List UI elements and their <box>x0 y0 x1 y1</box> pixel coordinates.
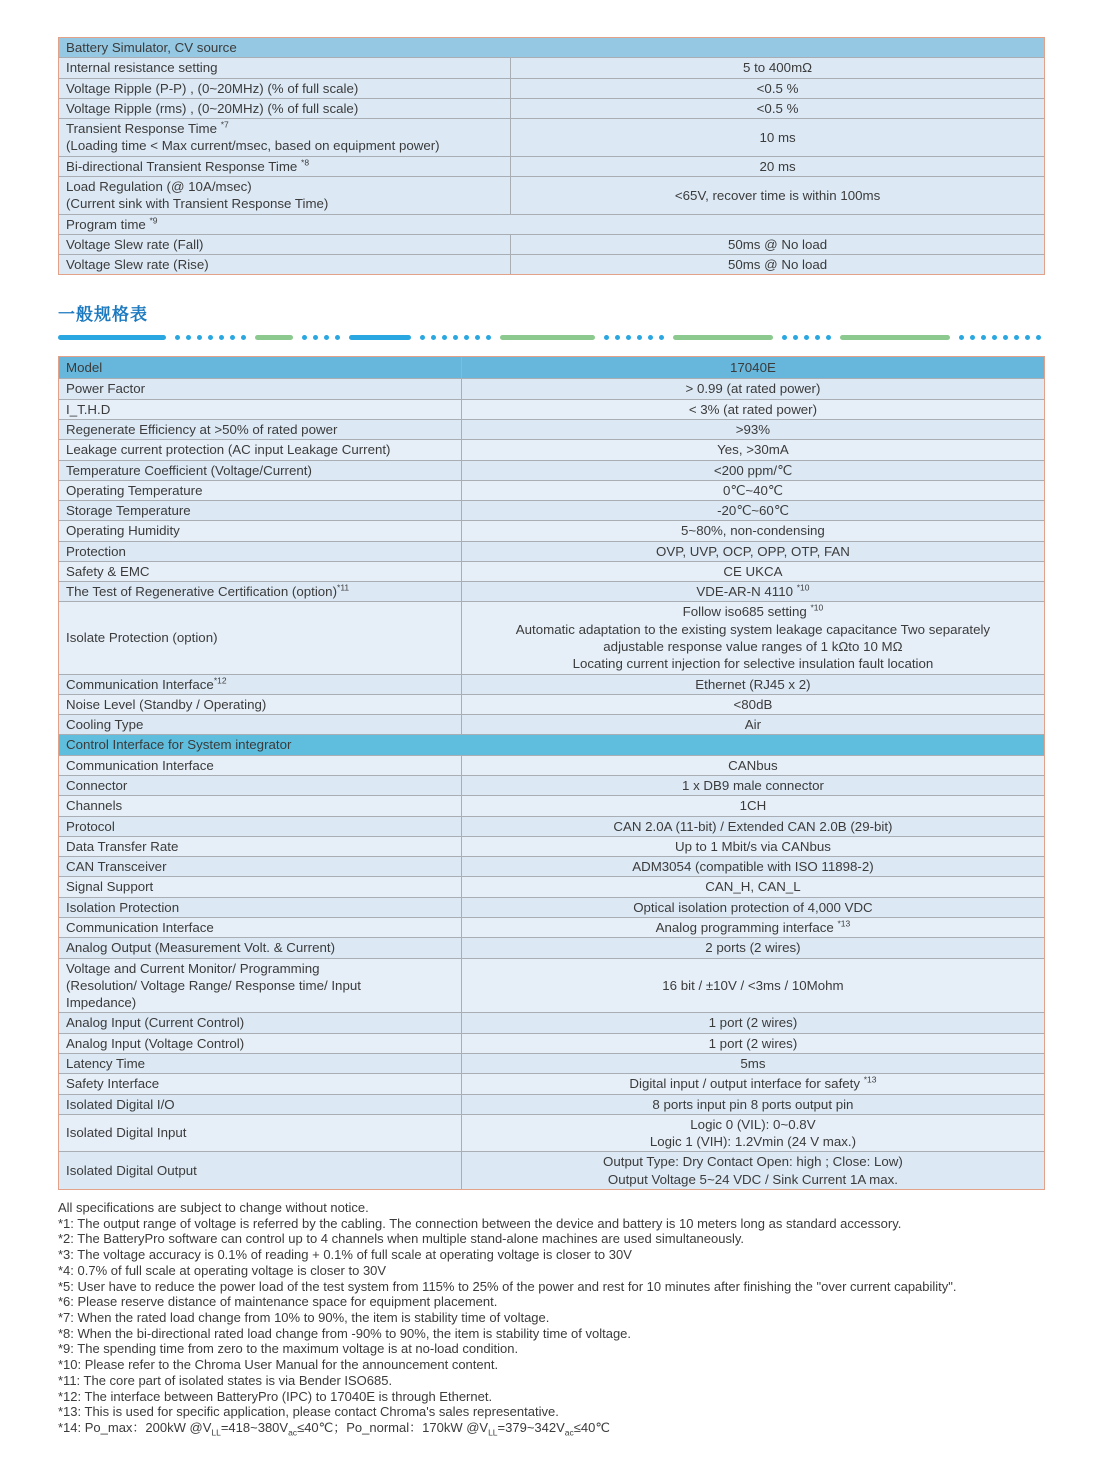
spec-row <box>59 876 1044 896</box>
spec-label: Transient Response Time $^{*7}$ (Loading time < Max current/msec, based on equipment power) <box>66 119 440 154</box>
spec-row <box>59 1053 1044 1073</box>
divider-dot <box>464 335 469 340</box>
section-header-row <box>59 734 1044 754</box>
footnote-line: *4: 0.7% of full scale at operating voltage is closer to 30V <box>58 1262 387 1278</box>
footnote-line: *8: When the bi-directional rated load change from -90% to 90%, the item is stability time of voltage. <box>58 1325 632 1341</box>
divider-dot <box>659 335 664 340</box>
spec-row <box>59 958 1044 1013</box>
spec-row <box>59 561 1044 581</box>
footnote-line: *1: The output range of voltage is referred by the cabling. The connection between the device and battery is 10 meters long as standard accessory. <box>58 1215 902 1231</box>
spec-row <box>59 439 1044 459</box>
spec-value: 5 to 400mΩ <box>510 58 1044 77</box>
spec-value: <200 ppm/℃ <box>461 461 1044 480</box>
spec-value: CAN_H, CAN_L <box>461 877 1044 896</box>
spec-label: Cooling Type <box>66 717 144 733</box>
section-heading-general-specs: 一般规格表 <box>58 305 148 325</box>
spec-label: Voltage Slew rate (Fall) <box>66 236 204 252</box>
spec-row <box>59 118 1044 156</box>
divider-dot <box>313 335 318 340</box>
spec-label: I_T.H.D <box>66 401 111 417</box>
spec-label: Power Factor <box>66 381 146 397</box>
spec-value: > 0.99 (at rated power) <box>461 379 1044 398</box>
spec-row <box>59 460 1044 480</box>
spec-label: Isolation Protection <box>66 899 180 915</box>
spec-row <box>59 1073 1044 1093</box>
spec-value: Yes, >30mA <box>461 440 1044 459</box>
spec-row <box>59 836 1044 856</box>
spec-value: Ethernet (RJ45 x 2) <box>461 675 1044 694</box>
spec-value: Logic 0 (VIL): 0~0.8V Logic 1 (VIH): 1.2Vmin (24 V max.) <box>461 1115 1044 1152</box>
divider-bar <box>255 335 293 340</box>
spec-row <box>59 176 1044 214</box>
spec-label: Protection <box>66 543 126 559</box>
footnote-line: *10: Please refer to the Chroma User Manual for the announcement content. <box>58 1357 499 1373</box>
spec-value: 5~80%, non-condensing <box>461 521 1044 540</box>
spec-label: Isolated Digital Input <box>66 1125 187 1141</box>
spec-row <box>59 500 1044 520</box>
spec-label: Isolated Digital I/O <box>66 1096 175 1112</box>
divider-dot <box>615 335 620 340</box>
divider-bar <box>349 335 411 340</box>
divider-dot <box>804 335 809 340</box>
divider-dot <box>1003 335 1008 340</box>
spec-table-general-specifications <box>58 356 1045 1190</box>
spec-value: Optical isolation protection of 4,000 VDC <box>461 898 1044 917</box>
footnote-line: *7: When the rated load change from 10% to 90%, the item is stability time of voltage. <box>58 1309 550 1325</box>
spec-label: Internal resistance setting <box>66 60 218 76</box>
spec-row <box>59 917 1044 937</box>
divider-dot <box>815 335 820 340</box>
spec-label: Leakage current protection (AC input Leakage Current) <box>66 442 391 458</box>
footnote-line: All specifications are subject to change without notice. <box>58 1199 369 1215</box>
spec-value: <80dB <box>461 695 1044 714</box>
spec-label: Voltage and Current Monitor/ Programming (Resolution/ Voltage Range/ Response time/ Input Impedance) <box>66 960 361 1011</box>
spec-value: Follow iso685 setting $^{*10}$ Automatic adaptation to the existing system leakage capacitance Two separately adjustable response value ranges of 1 kΩto 10 MΩ Locating current injection for selective insulation fault location <box>461 602 1044 673</box>
divider-dot <box>324 335 329 340</box>
divider-dot <box>230 335 235 340</box>
spec-row <box>59 1094 1044 1114</box>
spec-label: Protocol <box>66 818 115 834</box>
spec-row <box>59 1151 1044 1189</box>
divider-dot <box>981 335 986 340</box>
spec-value: 16 bit / ±10V / <3ms / 10Mohm <box>461 959 1044 1013</box>
divider-dots <box>420 335 491 340</box>
spec-row <box>59 419 1044 439</box>
spec-label: Safety & EMC <box>66 563 150 579</box>
spec-row <box>59 57 1044 77</box>
spec-row <box>59 399 1044 419</box>
spec-label: Regenerate Efficiency at >50% of rated power <box>66 421 338 437</box>
spec-label: Isolated Digital Output <box>66 1162 197 1178</box>
spec-value: 5ms <box>461 1054 1044 1073</box>
spec-value: >93% <box>461 420 1044 439</box>
spec-value: CANbus <box>461 756 1044 775</box>
spec-value: Digital input / output interface for safety $^{*13}$ <box>461 1074 1044 1093</box>
spec-label: Voltage Ripple (rms) , (0~20MHz) (% of full scale) <box>66 100 359 116</box>
spec-label: Operating Humidity <box>66 523 180 539</box>
spec-label: Voltage Slew rate (Rise) <box>66 257 209 273</box>
spec-label: Storage Temperature <box>66 503 191 519</box>
divider-dot <box>626 335 631 340</box>
divider-dot <box>970 335 975 340</box>
footnote-line: *6: Please reserve distance of maintenance space for equipment placement. <box>58 1294 498 1310</box>
spec-value: < 3% (at rated power) <box>461 400 1044 419</box>
spec-row <box>59 234 1044 254</box>
divider-dot <box>637 335 642 340</box>
spec-row <box>59 1033 1044 1053</box>
spec-row <box>59 378 1044 398</box>
divider-dot <box>442 335 447 340</box>
spec-value: -20℃~60℃ <box>461 501 1044 520</box>
divider-dot <box>431 335 436 340</box>
spec-value: Analog programming interface $^{*13}$ <box>461 918 1044 937</box>
footnote-line: *11: The core part of isolated states is via Bender ISO685. <box>58 1372 393 1388</box>
divider-dot <box>1014 335 1019 340</box>
spec-row <box>59 1114 1044 1152</box>
spec-row <box>59 78 1044 98</box>
divider-dot <box>197 335 202 340</box>
spec-row <box>59 156 1044 176</box>
spec-value: Output Type: Dry Contact Open: high ; Close: Low) Output Voltage 5~24 VDC / Sink Current 1A max. <box>461 1152 1044 1189</box>
divider-dot <box>302 335 307 340</box>
spec-value: 1 x DB9 male connector <box>461 776 1044 795</box>
spec-row <box>59 520 1044 540</box>
spec-row <box>59 1012 1044 1032</box>
spec-row <box>59 937 1044 957</box>
spec-label: Isolate Protection (option) <box>66 630 218 646</box>
spec-row <box>59 214 1044 234</box>
divider-dot <box>992 335 997 340</box>
spec-value: 20 ms <box>510 157 1044 176</box>
spec-row <box>59 674 1044 694</box>
divider-dot <box>475 335 480 340</box>
spec-value: 8 ports input pin 8 ports output pin <box>461 1095 1044 1114</box>
spec-value: <65V, recover time is within 100ms <box>510 177 1044 214</box>
divider-dot <box>959 335 964 340</box>
divider-dots <box>782 335 831 340</box>
footnote-line: *14: Po_max：200kW $@V_{LL}=418\sim 380V_{ac}\le 40℃$；Po_normal：170kW $@V_{LL}=379\sim 342V_{ac}\le 40℃$ <box>58 1419 610 1438</box>
spec-row <box>59 601 1044 673</box>
spec-label: Communication Interface <box>66 757 214 773</box>
decorative-dotted-divider <box>58 334 1045 340</box>
footnotes <box>58 1200 1060 1436</box>
table-header-row <box>59 357 1044 378</box>
spec-row <box>59 816 1044 836</box>
spec-label: Noise Level (Standby / Operating) <box>66 696 267 712</box>
spec-label: Analog Output (Measurement Volt. & Current) <box>66 940 336 956</box>
divider-dot <box>335 335 340 340</box>
spec-table-battery-simulator <box>58 37 1045 275</box>
spec-value: Up to 1 Mbit/s via CANbus <box>461 837 1044 856</box>
footnote-line: *9: The spending time from zero to the maximum voltage is at no-load condition. <box>58 1341 519 1357</box>
footnote-line: *2: The BatteryPro software can control up to 4 channels when multiple stand-alone machines are used simultaneously. <box>58 1231 745 1247</box>
spec-label: Temperature Coefficient (Voltage/Current) <box>66 462 312 478</box>
spec-value: 17040E <box>461 357 1044 378</box>
divider-dot <box>453 335 458 340</box>
spec-label: Communication Interface <box>66 919 214 935</box>
spec-label: Analog Input (Current Control) <box>66 1015 245 1031</box>
spec-label: Latency Time <box>66 1055 146 1071</box>
footnote-line: *5: User have to reduce the power load of the test system from 115% to 25% of the power and rest for 10 minutes after finishing the "over current capability". <box>58 1278 957 1294</box>
spec-value: 10 ms <box>510 119 1044 156</box>
divider-bar <box>58 335 166 340</box>
divider-dot <box>186 335 191 340</box>
spec-row <box>59 714 1044 734</box>
footnote-line: *3: The voltage accuracy is 0.1% of reading + 0.1% of full scale at operating voltage is closer to 30V <box>58 1247 632 1263</box>
divider-dot <box>175 335 180 340</box>
divider-dot <box>486 335 491 340</box>
table-header-row <box>59 38 1044 57</box>
divider-dot <box>604 335 609 340</box>
spec-value: 50ms @ No load <box>510 235 1044 254</box>
spec-row <box>59 897 1044 917</box>
spec-value: VDE-AR-N 4110 $^{*10}$ <box>461 582 1044 601</box>
spec-value: 1 port (2 wires) <box>461 1034 1044 1053</box>
spec-row <box>59 856 1044 876</box>
spec-value: 1 port (2 wires) <box>461 1013 1044 1032</box>
divider-dots <box>175 335 246 340</box>
spec-label: Control Interface for System integrator <box>66 737 292 753</box>
divider-dot <box>648 335 653 340</box>
spec-label: CAN Transceiver <box>66 859 167 875</box>
spec-row <box>59 775 1044 795</box>
divider-bar <box>673 335 773 340</box>
divider-dot <box>1036 335 1041 340</box>
spec-label: Data Transfer Rate <box>66 838 179 854</box>
spec-value: ADM3054 (compatible with ISO 11898-2) <box>461 857 1044 876</box>
footnote-line: *13: This is used for specific application, please contact Chroma's sales representative. <box>58 1404 559 1420</box>
spec-label: Communication Interface$^{*12}$ <box>66 675 227 692</box>
spec-label: Signal Support <box>66 879 154 895</box>
spec-label: Voltage Ripple (P-P) , (0~20MHz) (% of full scale) <box>66 80 359 96</box>
spec-value: <0.5 % <box>510 79 1044 98</box>
spec-value: Air <box>461 715 1044 734</box>
spec-row <box>59 755 1044 775</box>
spec-label: Bi-directional Transient Response Time $^{*8}$ <box>66 157 310 174</box>
divider-dot <box>1025 335 1030 340</box>
divider-dot <box>241 335 246 340</box>
spec-value: 2 ports (2 wires) <box>461 938 1044 957</box>
spec-label: Connector <box>66 778 128 793</box>
divider-dots <box>604 335 664 340</box>
spec-label: The Test of Regenerative Certification (option)$^{*11}$ <box>66 582 350 600</box>
divider-dot <box>420 335 425 340</box>
spec-label: Program time $^{*9}$ <box>66 215 158 232</box>
spec-value: 50ms @ No load <box>510 255 1044 274</box>
spec-value: CE UKCA <box>461 562 1044 581</box>
spec-label: Load Regulation (@ 10A/msec) (Current sink with Transient Response Time) <box>66 178 329 212</box>
divider-bar <box>500 335 595 340</box>
spec-label: Operating Temperature <box>66 482 203 498</box>
spec-row <box>59 480 1044 500</box>
spec-value: CAN 2.0A (11-bit) / Extended CAN 2.0B (29-bit) <box>461 817 1044 836</box>
footnote-line: *12: The interface between BatteryPro (IPC) to 17040E is through Ethernet. <box>58 1388 493 1404</box>
spec-value: 0℃~40℃ <box>461 481 1044 500</box>
spec-label: Model <box>66 360 103 376</box>
spec-label: Battery Simulator, CV source <box>66 40 237 55</box>
divider-dot <box>826 335 831 340</box>
spec-row <box>59 694 1044 714</box>
divider-dot <box>782 335 787 340</box>
divider-dot <box>208 335 213 340</box>
divider-dots <box>959 335 1045 340</box>
spec-value: 1CH <box>461 796 1044 815</box>
spec-label: Channels <box>66 798 123 814</box>
spec-label: Analog Input (Voltage Control) <box>66 1035 245 1051</box>
spec-row <box>59 98 1044 118</box>
spec-row <box>59 541 1044 561</box>
spec-row <box>59 254 1044 274</box>
spec-row <box>59 581 1044 601</box>
divider-dots <box>302 335 340 340</box>
spec-value: OVP, UVP, OCP, OPP, OTP, FAN <box>461 542 1044 561</box>
spec-row <box>59 795 1044 815</box>
divider-dot <box>793 335 798 340</box>
divider-bar <box>840 335 950 340</box>
divider-dot <box>219 335 224 340</box>
spec-value: <0.5 % <box>510 99 1044 118</box>
spec-label: Safety Interface <box>66 1076 160 1092</box>
